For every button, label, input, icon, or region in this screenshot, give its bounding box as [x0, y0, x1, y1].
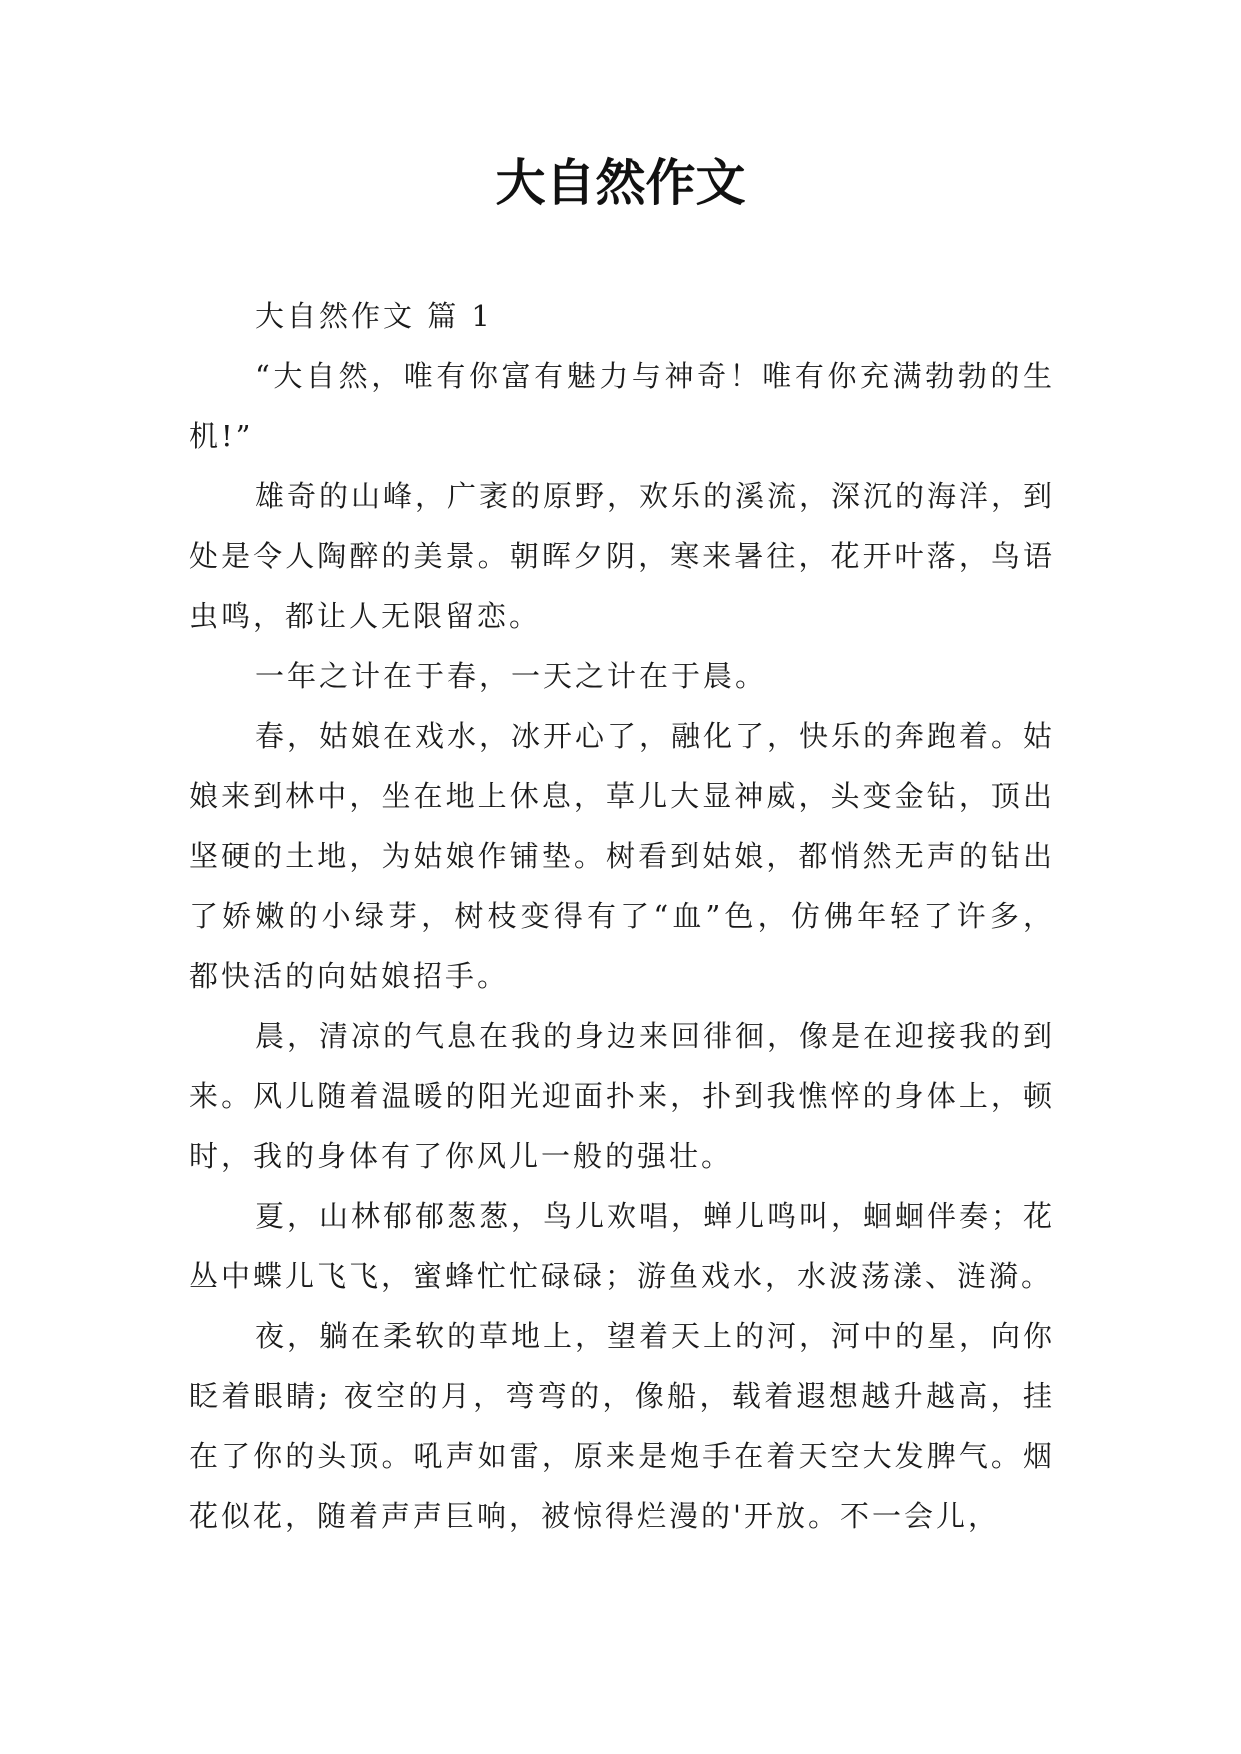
paragraph: 春，姑娘在戏水，冰开心了，融化了，快乐的奔跑着。姑娘来到林中，坐在地上休息，草儿大显神威，头变金钻，顶出坚硬的土地，为姑娘作铺垫。树看到姑娘，都悄然无声的钻出了娇嫩的小绿芽，树枝变得有了“血”色，仿佛年轻了许多，都快活的向姑娘招手。	[189, 719, 1056, 993]
section-heading: 大自然作文 篇 1	[255, 299, 493, 333]
paragraph: 夏，山林郁郁葱葱，鸟儿欢唱，蝉儿鸣叫，蛔蛔伴奏；花丛中蝶儿飞飞，蜜蜂忙忙碌碌；游鱼戏水，水波荡漾、涟漪。	[189, 1199, 1056, 1293]
document-body	[189, 286, 1055, 1546]
paragraph: 一年之计在于春，一天之计在于晨。	[255, 659, 768, 693]
paragraph: 雄奇的山峰，广袤的原野，欢乐的溪流，深沉的海洋，到处是令人陶醉的美景。朝晖夕阴，寒来暑往，花开叶落，鸟语虫鸣，都让人无限留恋。	[189, 479, 1056, 633]
paragraph: “大自然，唯有你富有魅力与神奇！唯有你充满勃勃的生机!”	[189, 359, 1055, 453]
paragraph: 晨，清凉的气息在我的身边来回徘徊，像是在迎接我的到来。风儿随着温暖的阳光迎面扑来，扑到我憔悴的身体上，顿时，我的身体有了你风儿一般的强壮。	[189, 1019, 1056, 1173]
document-title: 大自然作文	[495, 154, 746, 212]
paragraph: 夜，躺在柔软的草地上，望着天上的河，河中的星，向你眨着眼睛; 夜空的月，弯弯的，像船，载着遐想越升越高，挂在了你的头顶。吼声如雷，原来是炮手在着天空大发脾气。烟花似花，随着声声巨响，被惊得烂漫的'开放。不一会儿，	[189, 1319, 1056, 1533]
